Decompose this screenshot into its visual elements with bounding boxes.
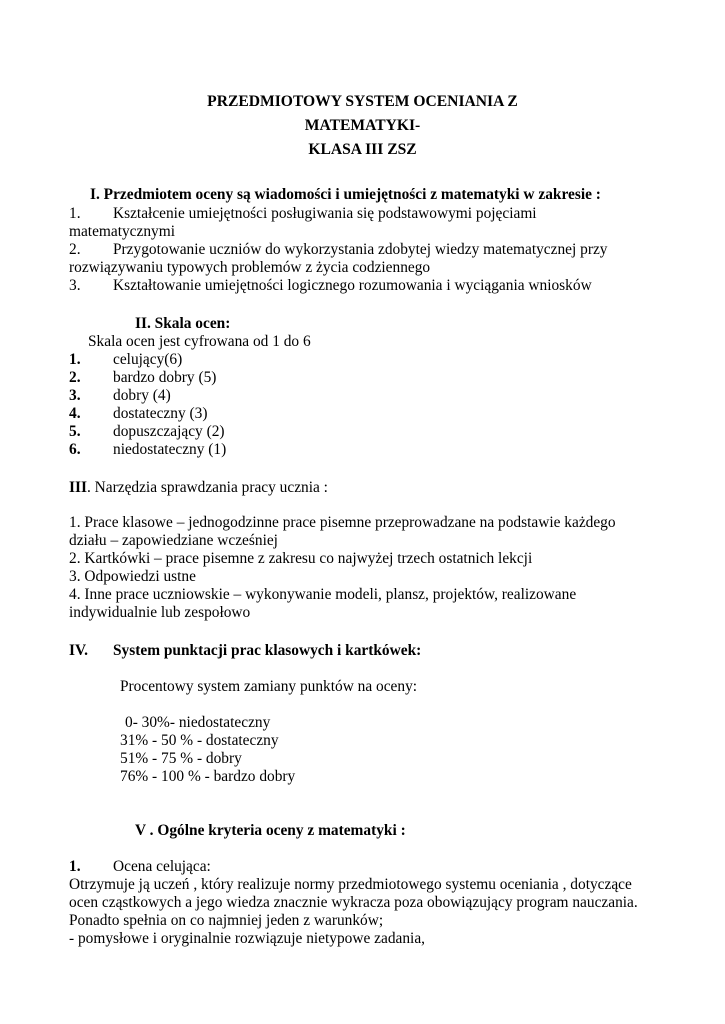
section-3-line-1: 1. Prace klasowe – jednogodzinne prace pisemne przeprowadzane na podstawie każdego: [69, 514, 616, 531]
section-1-item-1-cont: matematycznymi: [69, 223, 175, 240]
scale-item-3-num: 3.: [69, 387, 81, 404]
section-5-item-text: Ocena celująca:: [113, 858, 211, 875]
document-title: [0, 90, 725, 162]
section-2-heading: II. Skala ocen:: [135, 315, 231, 332]
section-5-line-2: ocen cząstkowych a jego wiedza znacznie wykracza poza obowiązujący program nauczania.: [69, 894, 638, 911]
scale-item-2-text: bardzo dobry (5): [113, 369, 217, 386]
grade-range-3: 51% - 75 % - dobry: [120, 750, 242, 767]
section-3-line-5: 4. Inne prace uczniowskie – wykonywanie modeli, plansz, projektów, realizowane: [69, 586, 577, 603]
section-3-heading-text: . Narzędzia sprawdzania pracy ucznia :: [86, 479, 328, 496]
section-3-line-2: działu – zapowiedziane wcześniej: [69, 532, 278, 549]
section-3-line-6: indywidualnie lub zespołowo: [69, 604, 251, 621]
scale-item-2-num: 2.: [69, 369, 81, 386]
scale-item-5-num: 5.: [69, 423, 81, 440]
scale-item-1-num: 1.: [69, 351, 81, 368]
section-5-line-1: Otrzymuje ją uczeń , który realizuje normy przedmiotowego systemu oceniania , dotyczące: [69, 876, 632, 893]
grade-range-4: 76% - 100 % - bardzo dobry: [120, 768, 296, 785]
section-5-line-3: Ponadto spełnia on co najmniej jeden z warunków;: [69, 912, 384, 929]
section-1-item-1-num: 1.: [69, 205, 81, 222]
section-5-heading: V . Ogólne kryteria oceny z matematyki :: [135, 822, 406, 839]
section-1-item-1-text: Kształcenie umiejętności posługiwania się podstawowymi pojęciami: [113, 205, 537, 222]
section-1-item-2-num: 2.: [69, 241, 81, 258]
grade-range-2: 31% - 50 % - dostateczny: [120, 732, 279, 749]
section-4-intro: Procentowy system zamiany punktów na oceny:: [120, 678, 418, 695]
scale-item-5-text: dopuszczający (2): [113, 423, 225, 440]
scale-item-3-text: dobry (4): [113, 387, 171, 404]
scale-item-1-text: celujący(6): [113, 351, 183, 368]
scale-item-6-num: 6.: [69, 441, 81, 458]
scale-item-4-num: 4.: [69, 405, 81, 422]
section-1-item-2-text: Przygotowanie uczniów do wykorzystania zdobytej wiedzy matematycznej przy: [113, 241, 608, 258]
section-1-item-3-num: 3.: [69, 277, 81, 294]
section-4-heading-num: IV.: [69, 642, 88, 659]
section-3-heading-num: III: [69, 479, 87, 496]
section-2-intro: Skala ocen jest cyfrowana od 1 do 6: [88, 333, 311, 350]
section-1-heading: I. Przedmiotem oceny są wiadomości i umiejętności z matematyki w zakresie :: [90, 186, 601, 203]
title-line-3: KLASA III ZSZ: [308, 141, 417, 158]
section-5-item-num: 1.: [69, 858, 81, 875]
grade-range-1: 0- 30%- niedostateczny: [125, 714, 271, 731]
title-line-2: MATEMATYKI-: [304, 117, 421, 134]
section-4-heading-text: System punktacji prac klasowych i kartkówek:: [113, 642, 422, 659]
section-1-item-2-cont: rozwiązywaniu typowych problemów z życia codziennego: [69, 259, 431, 276]
scale-item-4-text: dostateczny (3): [113, 405, 208, 422]
scale-item-6-text: niedostateczny (1): [113, 441, 227, 458]
section-1-item-3-text: Kształtowanie umiejętności logicznego rozumowania i wyciągania wniosków: [113, 277, 592, 294]
section-3-line-4: 3. Odpowiedzi ustne: [69, 568, 196, 585]
section-3-heading: [69, 479, 328, 497]
section-3-line-3: 2. Kartkówki – prace pisemne z zakresu co najwyżej trzech ostatnich lekcji: [69, 550, 533, 567]
title-line-1: PRZEDMIOTOWY SYSTEM OCENIANIA Z: [207, 93, 518, 110]
section-5-line-4: - pomysłowe i oryginalnie rozwiązuje nietypowe zadania,: [69, 930, 425, 947]
